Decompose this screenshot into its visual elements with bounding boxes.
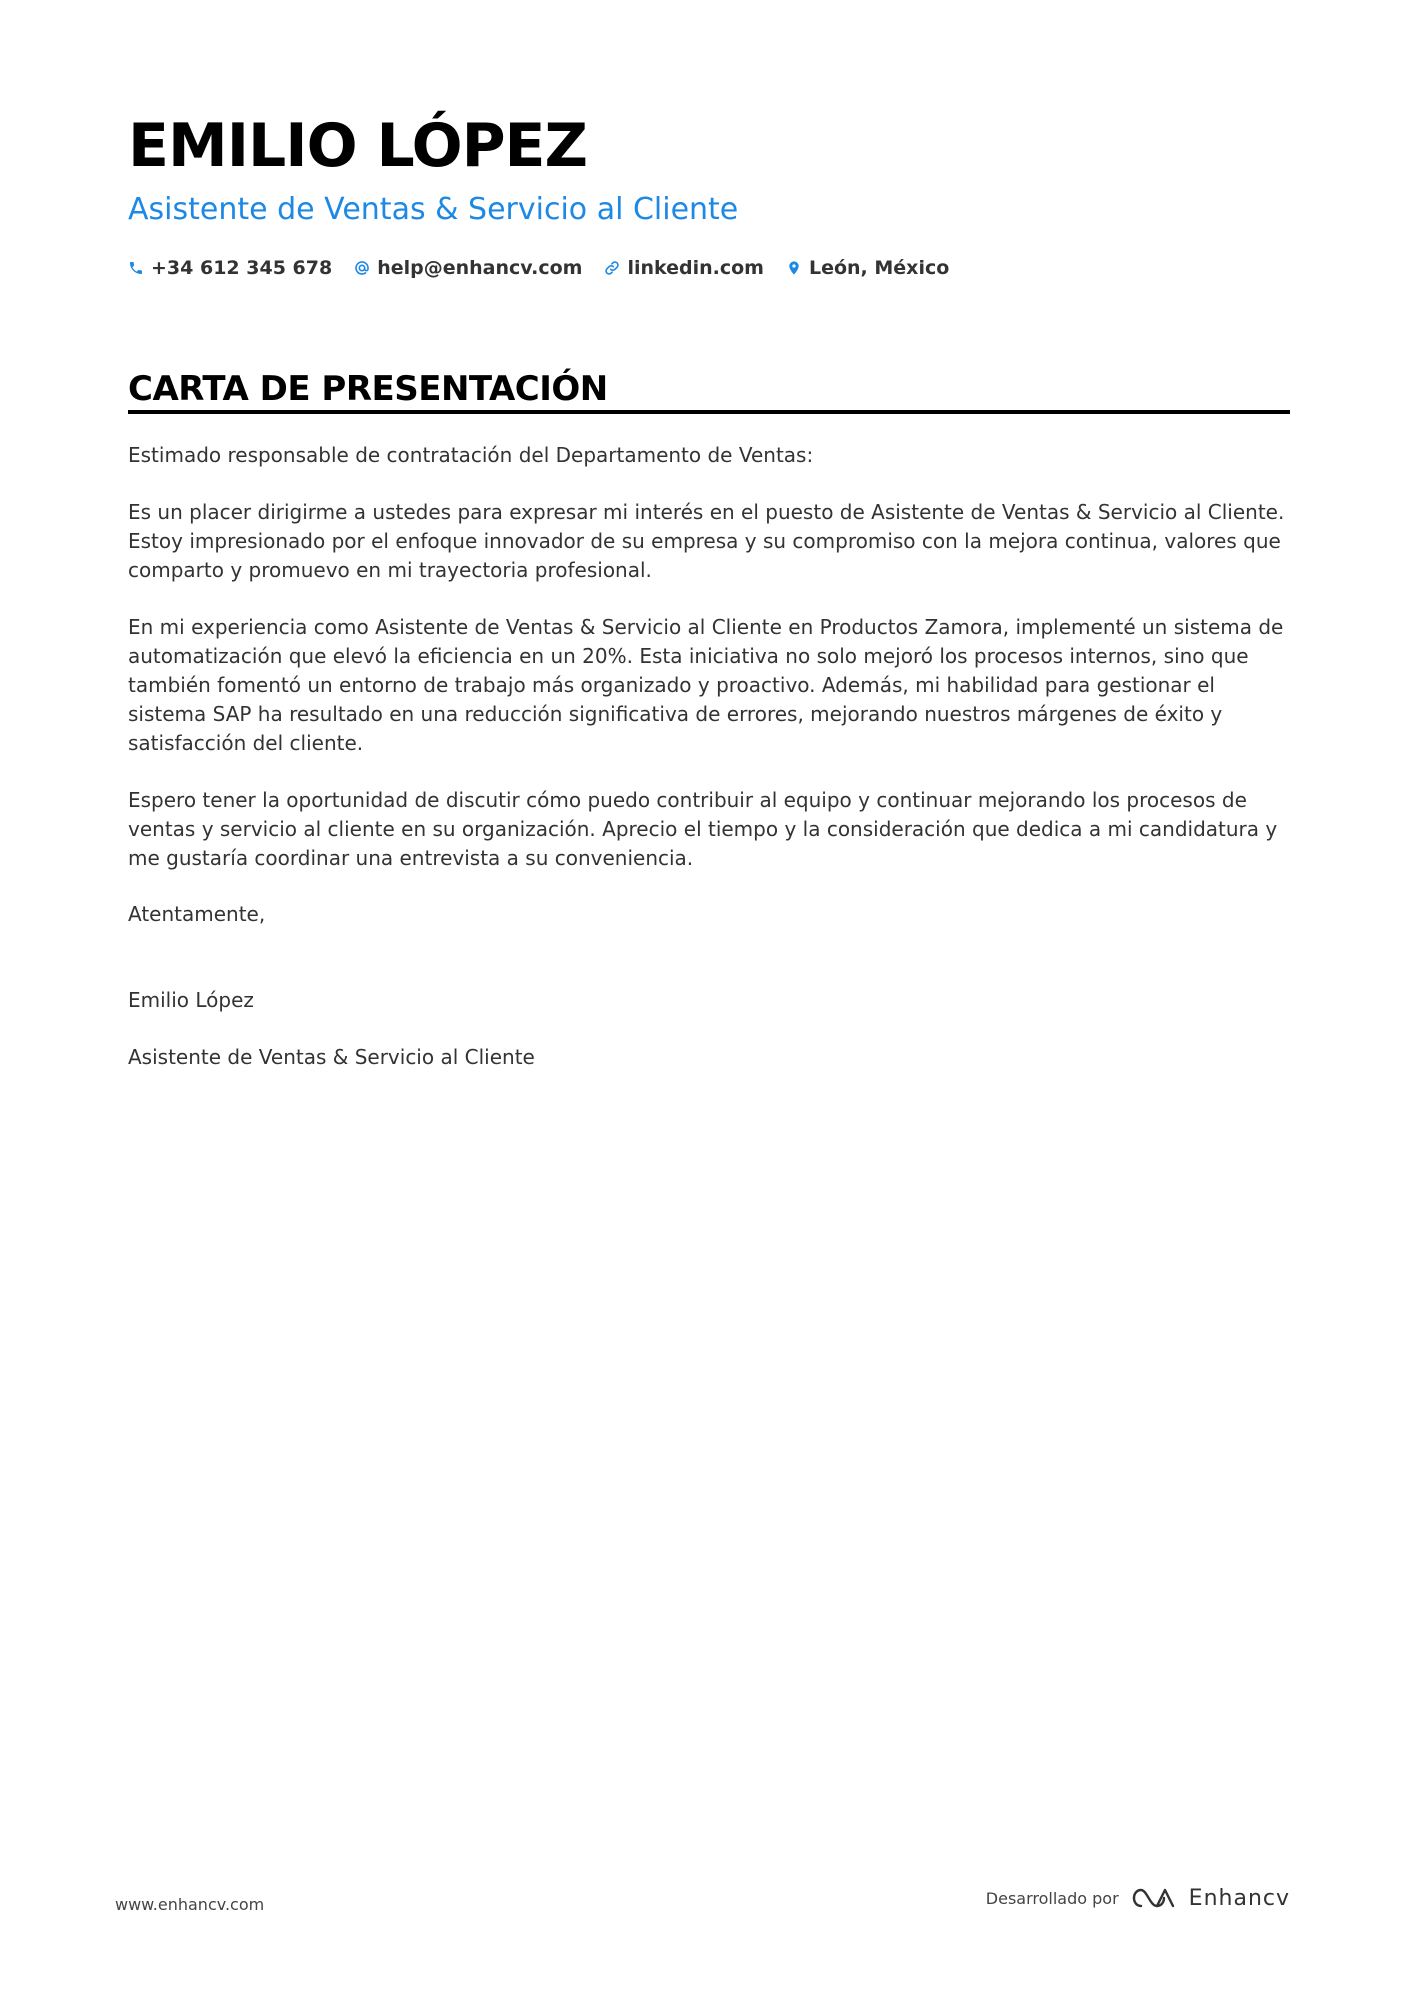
contact-location (786, 257, 949, 279)
link-icon (604, 260, 620, 276)
footer-website[interactable]: www.enhancv.com (115, 1895, 265, 1914)
brand-name[interactable]: Enhancv (1188, 1885, 1290, 1911)
at-icon (354, 260, 370, 276)
signature-title: Asistente de Ventas & Servicio al Cliente (128, 1045, 535, 1069)
phone-number[interactable]: +34 612 345 678 (151, 257, 333, 279)
section-title: CARTA DE PRESENTACIÓN (128, 369, 608, 409)
linkedin-link[interactable]: linkedin.com (627, 257, 764, 279)
powered-by-label: Desarrollado por (985, 1888, 1119, 1908)
contact-email (354, 257, 582, 279)
letter-paragraph-3: Espero tener la oportunidad de discutir cómo puedo contribuir al equipo y continuar mejorando los procesos de ventas y servicio al cliente en su organización. Aprecio el tiempo y la consideración que dedica a mi candidatura y me gustaría coordinar una entrevista a su conveniencia. (128, 788, 1278, 870)
contact-phone (128, 257, 332, 279)
job-title: Asistente de Ventas & Servicio al Cliente (128, 192, 739, 227)
footer-branding (986, 1880, 1290, 1916)
closing: Atentamente, (128, 902, 266, 926)
salutation: Estimado responsable de contratación del Departamento de Ventas: (128, 443, 814, 467)
letter-paragraph-2: En mi experiencia como Asistente de Ventas & Servicio al Cliente en Productos Zamora, implementé un sistema de automatización que elevó la eficiencia en un 20%. Esta iniciativa no solo mejoró los procesos internos, sino que también fomentó un entorno de trabajo más organizado y proactivo. Además, mi habilidad para gestionar el sistema SAP ha resultado en una reducción significativa de errores, mejorando nuestros márgenes de éxito y satisfacción del cliente. (128, 615, 1284, 755)
location: León, México (808, 257, 950, 279)
letter-paragraph-1: Es un placer dirigirme a ustedes para expresar mi interés en el puesto de Asistente de Ventas & Servicio al Cliente. Estoy impresionado por el enfoque innovador de su empresa y su compromiso con la mejora continua, valores que comparto y promuevo en mi trayectoria profesional. (128, 500, 1285, 582)
enhancv-logo-icon (1131, 1885, 1177, 1911)
candidate-name: EMILIO LÓPEZ (128, 111, 588, 181)
contact-linkedin (604, 257, 764, 279)
contact-bar (128, 254, 971, 282)
phone-icon (128, 260, 144, 276)
location-pin-icon (786, 260, 802, 276)
signature-name: Emilio López (128, 988, 254, 1012)
section-divider (128, 410, 1290, 414)
email-address[interactable]: help@enhancv.com (377, 257, 583, 279)
